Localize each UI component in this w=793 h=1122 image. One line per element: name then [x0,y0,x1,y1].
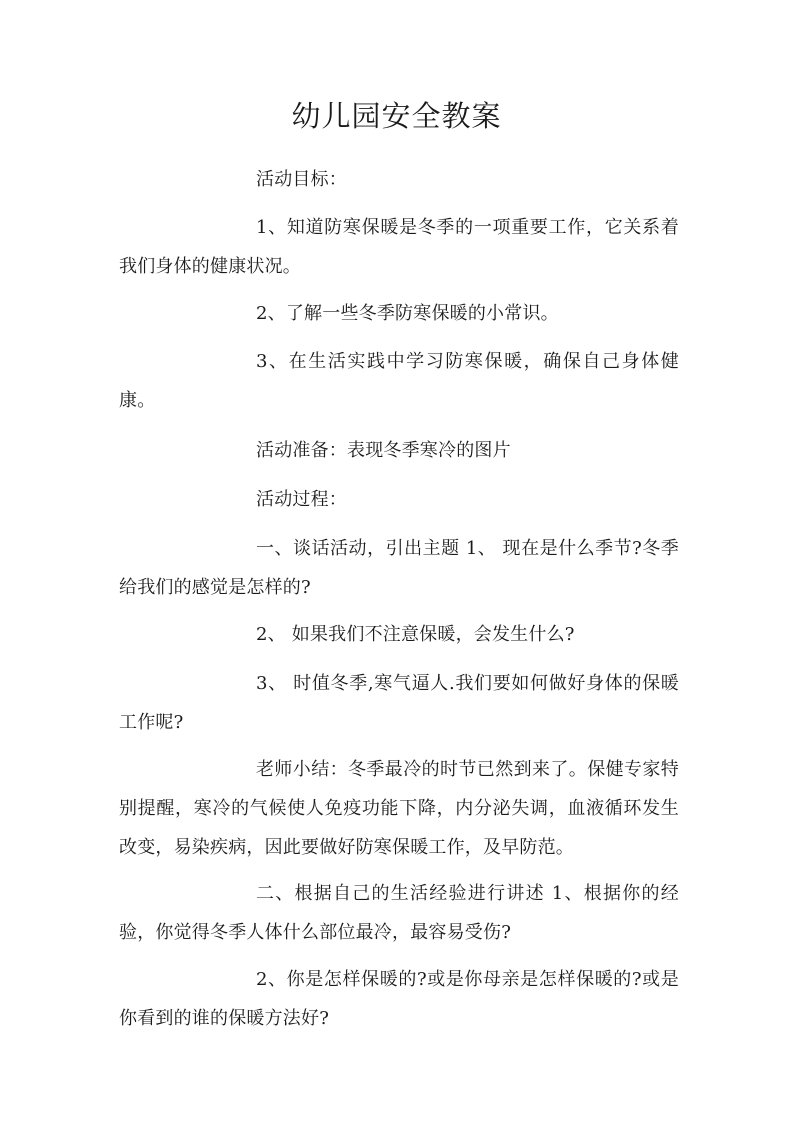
paragraph-process-question-3: 3、 时值冬季,寒气逼人.我们要如何做好身体的保暖工作呢? [119,673,679,733]
document-title: 幼儿园安全教案 [291,99,502,133]
paragraph-goal-2: 2、了解一些冬季防寒保暖的小常识。 [256,303,559,324]
paragraph-activity-preparation: 活动准备：表现冬季寒冷的图片 [256,440,511,461]
paragraph-process-part-1: 一、谈话活动，引出主题 1、 现在是什么季节?冬季给我们的感觉是怎样的? [119,538,679,598]
paragraph-goal-1: 1、知道防寒保暖是冬季的一项重要工作，它关系着我们身体的健康状况。 [119,217,679,277]
paragraph-activity-process-heading: 活动过程： [256,489,347,510]
paragraph-process-part-2-question-2: 2、你是怎样保暖的?或是你母亲是怎样保暖的?或是你看到的谁的保暖方法好? [119,969,679,1029]
paragraph-teacher-summary: 老师小结：冬季最冷的时节已然到来了。保健专家特别提醒，寒冷的气候使人免疫功能下降，内分泌失调，血液循环发生改变，易染疾病，因此要做好防寒保暖工作，及早防范。 [119,759,679,858]
paragraph-process-part-2: 二、根据自己的生活经验进行讲述 1、根据你的经验，你觉得冬季人体什么部位最冷，最容易受伤? [119,883,679,943]
paragraph-process-question-2: 2、 如果我们不注意保暖，会发生什么? [256,624,575,645]
paragraph-goal-3: 3、在生活实践中学习防寒保暖，确保自己身体健康。 [119,351,679,411]
paragraph-activity-goal-heading: 活动目标： [256,169,347,190]
